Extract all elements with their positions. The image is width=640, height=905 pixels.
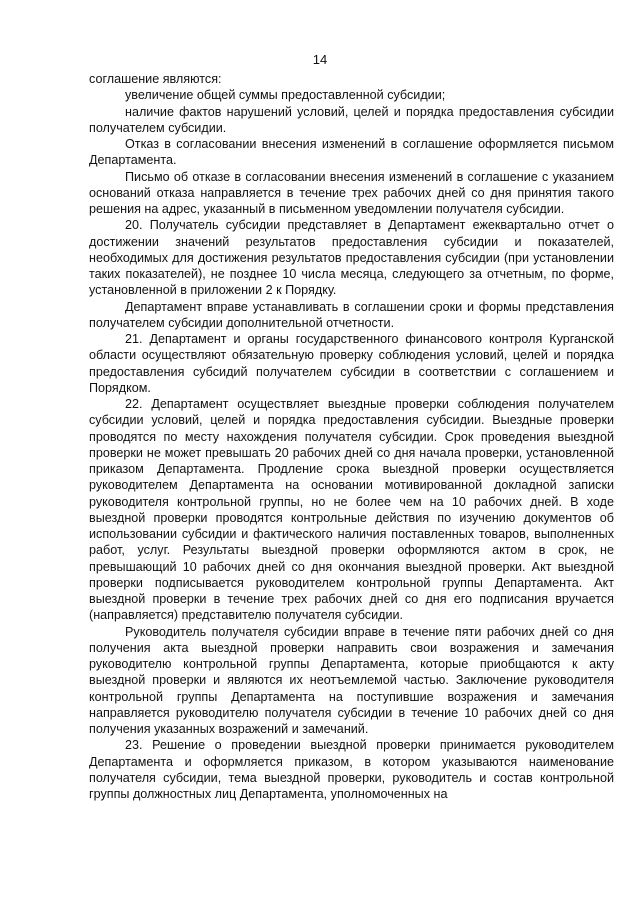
- document-body: [89, 71, 614, 802]
- paragraph: 21. Департамент и органы государственного финансового контроля Курганской области осуществляют обязательную проверку соблюдения условий, целей и порядка предоставления субсидий получателем субсидии в соответствии с соглашением и Порядком.: [89, 332, 614, 395]
- paragraph: увеличение общей суммы предоставленной субсидии;: [125, 88, 446, 103]
- paragraph: 20. Получатель субсидии представляет в Департамент ежеквартально отчет о достижении значений результатов предоставления субсидии и показателей, необходимых для достижения результатов предоставления субсидии (при установлении таких показателей), не позднее 10 числа месяца, следующего за отчетным, по форме, установленной в приложении 2 к Порядку.: [89, 218, 614, 298]
- paragraph: Письмо об отказе в согласовании внесения изменений в соглашение с указанием оснований отказа направляется в течение трех рабочих дней со дня принятия такого решения на адрес, указанный в письменном уведомлении получателя субсидии.: [89, 169, 614, 216]
- paragraph: Отказ в согласовании внесения изменений в соглашение оформляется письмом Департамента.: [89, 137, 614, 168]
- page-number: 14: [312, 52, 328, 67]
- paragraph: 23. Решение о проведении выездной проверки принимается руководителем Департамента и оформляется приказом, в котором указываются наименование получателя субсидии, тема выездной проверки, руководитель и состав контрольной группы должностных лиц Департамента, уполномоченных на: [89, 738, 614, 801]
- paragraph: 22. Департамент осуществляет выездные проверки соблюдения получателем субсидии условий, целей и порядка предоставления субсидии. Выездные проверки проводятся по месту нахождения получателя субсидии. Срок проведения выездной проверки не может превышать 20 рабочих дней со дня начала проверки, установленной приказом Департамента. Продление срока выездной проверки осуществляется руководителем Департамента на основании мотивированной докладной записки руководителя контрольной группы, но не более чем на 10 рабочих дней. В ходе выездной проверки проводятся контрольные действия по изучению документов об использовании субсидии и фактического наличия поставленных товаров, выполненных работ, услуг. Результаты выездной проверки оформляются актом в срок, не превышающий 10 рабочих дней со дня окончания выездной проверки. Акт выездной проверки подписывается руководителем контрольной группы Департамента. Акт выездной проверки в течение трех рабочих дней со дня его подписания вручается (направляется) представителю получателя субсидии.: [89, 397, 614, 623]
- paragraph: соглашение являются:: [89, 72, 222, 86]
- paragraph: Департамент вправе устанавливать в соглашении сроки и формы представления получателем субсидии дополнительной отчетности.: [89, 299, 614, 330]
- paragraph: Руководитель получателя субсидии вправе в течение пяти рабочих дней со дня получения акта выездной проверки направить свои возражения и замечания руководителю контрольной группы Департамента, которые приобщаются к акту выездной проверки и являются их неотъемлемой частью. Заключение руководителя контрольной группы Департамента на поступившие возражения и замечания направляется руководителю получателя субсидии в течение 10 рабочих дней со дня получения указанных возражений и замечаний.: [89, 624, 614, 736]
- paragraph: наличие фактов нарушений условий, целей и порядка предоставления субсидии получателем субсидии.: [89, 104, 614, 135]
